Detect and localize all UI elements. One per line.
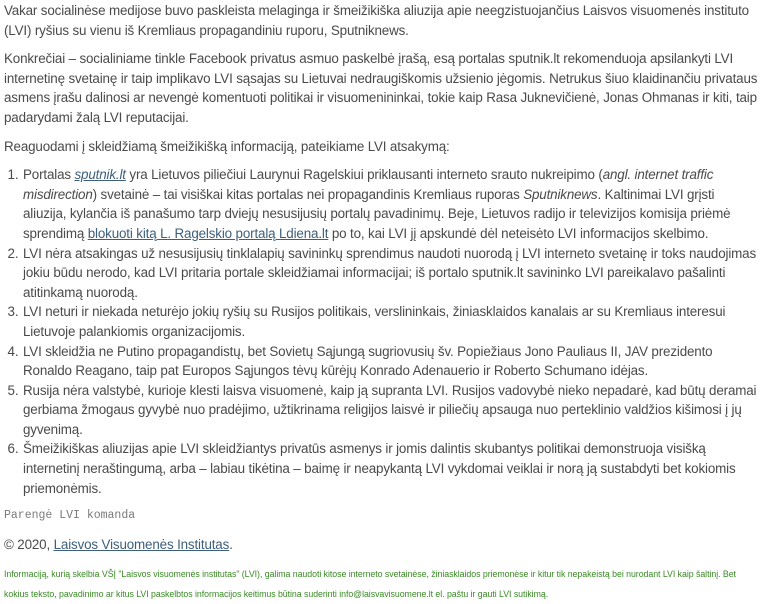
copyright-suffix: . [229, 536, 233, 552]
list-item-text: yra Lietuvos piliečiui Laurynui Ragelskiui priklausanti interneto srauto nukreipimo ( [125, 167, 603, 183]
sputnik-lt-link[interactable] [75, 167, 126, 182]
list-item-text: ) svetainė – tai visiškai kitas portalas nei propagandinis Kremliaus ruporas [92, 186, 524, 202]
list-item-text: Portalas [23, 167, 75, 183]
list-item-text: . Kaltinimai LVI grįsti aliuzija, kylančia iš panašumo tarp dviejų nesusijusių portalų pavadinimų. Beje, Lietuvos radijo ir televizijos komisija priėmė sprendimą [23, 186, 731, 241]
list-item-text: po to, kai LVI jį apskundė dėl neteisėto LVI informacijos skelbimo. [328, 225, 709, 241]
list-item: 4. LVI skleidžia ne Putino propagandistų, bet Sovietų Sąjungą sugriovusių šv. Popiežiaus Jono Pauliaus II, JAV prezidento Ronaldo Reagano, taip pat Europos Sąjungos tėvų kūrėjų Konrado Adenauerio ir Roberto Schumano idėjas. [22, 342, 760, 381]
list-item: 6. Šmeižikiškas aliuzijas apie LVI skleidžiantys privatūs asmenys ir jomis dalintis skubantys politikai demonstruoja visišką internetinį neraštingumą, arba – labiau tikėtina – baimę ir neapykantą LVI vykdomai veiklai ir norą ją sustabdyti bet kokiomis priemonėmis. [22, 439, 760, 498]
list-item: 3. LVI neturi ir niekada neturėjo jokių ryšių su Rusijos politikais, verslininkais, žiniasklaidos kanalais ar su Kremliaus interesui Lietuvoje palankiomis organizacijomis. [22, 302, 760, 341]
intro-paragraph: Vakar socialinėse medijose buvo paskleista melaginga ir šmeižikiška aliuzija apie neegzistuojančius Laisvos visuomenės instituto (LVI) ryšius su vienu iš Kremliaus propagandiniu ruporu, Sputniknews. [4, 3, 749, 38]
list-item-italic: angl. internet traffic misdirection [23, 167, 714, 202]
list-item-italic: Sputniknews [523, 186, 598, 202]
list-item [22, 165, 760, 243]
article-body [4, 0, 760, 563]
list-item: 5. Rusija nėra valstybė, kurioje klesti laisva visuomenė, kaip ją supranta LVI. Rusijos vadovybė nieko nepadarė, kad būtų deramai gerbiama žmogaus gyvybė nuo pradėjimo, užtikrinama religijos laisvė ir piliečių apsauga nuo perteklinio valdžios kišimosi į jų gyvenimą. [22, 381, 760, 440]
institute-link[interactable]: Laisvos Visuomenės Institutas [53, 536, 230, 552]
details-paragraph: Konkrečiai – socialiniame tinkle Facebook privatus asmuo paskelbė įrašą, esą portalas sputnik.lt rekomenduoja apsilankyti LVI internetinę svetainę ir taip implikavo LVI sąsajas su Lietuvai nedraugiškomis užsienio jėgomis. Netrukus šiuo klaidinančiu privataus asmens įrašu dalinosi ar nevengė komentuoti politikai ir visuomenininkai, tokie kaip Rasa Juknevičienė, Jonas Ohmanas ir kiti, taip padarydami žalą LVI reputacijai. [4, 51, 758, 125]
sputnik-lt-link-text: sputnik.lt [74, 167, 126, 183]
response-intro-paragraph: Reaguodami į skleidžiamą šmeižikišką informaciją, pateikiame LVI atsakymą: [4, 138, 450, 154]
list-item: 2. LVI nėra atsakingas už nesusijusių tinklalapių savininkų sprendimus naudoti nuorodą į LVI interneto svetainę ir toks naudojimas jokiu būdu nerodo, kad LVI pritaria portale skleidžiamai informacijai; iš portalo sputnik.lt savininko LVI pareikalavo pašalinti atitinkamą nuorodą. [22, 244, 760, 303]
footer-usage-note: Informaciją, kurią skelbia VŠĮ "Laisvos visuomenės institutas" (LVI), galima naudoti kitose interneto svetainėse, žiniasklaidos priemonėse ir kitur tik nepakeistą bei nurodant LVI kaip šaltinį. Bet kokius teksto, pavadinimo ar kitus LVI paskelbtos informacijos keitimus būtina suderinti info@laisvavisuomene.lt el. paštu ir gauti LVI sutikimą. [4, 569, 736, 599]
response-list [4, 165, 760, 498]
copyright-prefix: © 2020, [4, 536, 54, 552]
ldiena-block-link[interactable]: blokuoti kitą L. Ragelskio portalą Ldiena.lt [87, 225, 329, 241]
signature: Parengė LVI komanda [4, 509, 136, 523]
copyright-line [4, 535, 760, 555]
